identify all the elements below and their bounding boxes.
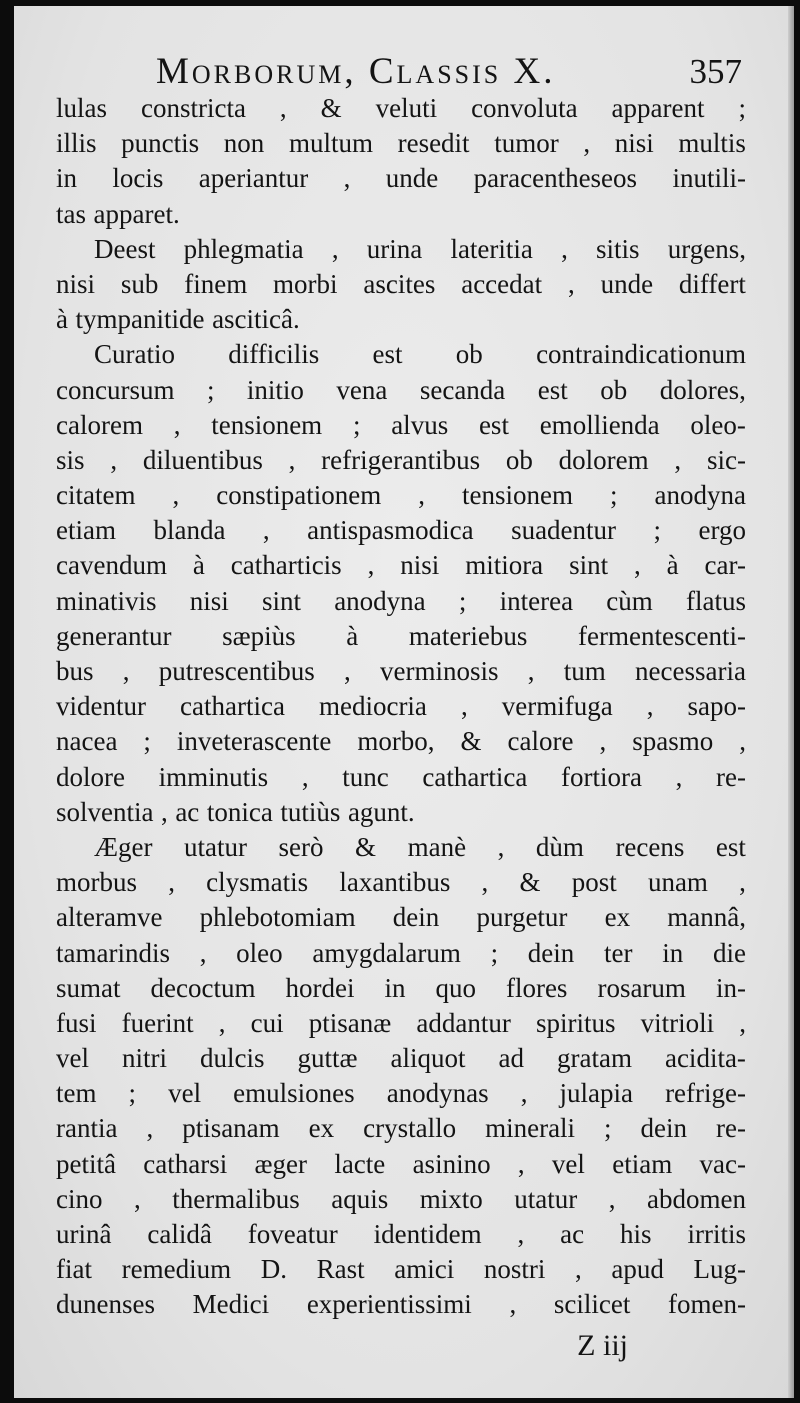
text-line: fusi fuerint , cui ptisanæ addantur spiritus vitrioli , xyxy=(56,1007,746,1038)
text-line: rantia , ptisanam ex crystallo minerali ; dein re- xyxy=(56,1113,746,1144)
text-line: videntur cathartica mediocria , vermifuga , sapo- xyxy=(56,691,746,722)
text-line: vel nitri dulcis guttæ aliquot ad gratam acidita- xyxy=(56,1043,746,1074)
text-line: à tympanitide asciticâ. xyxy=(56,304,300,335)
text-line: sumat decoctum hordei in quo flores rosarum in- xyxy=(56,972,746,1003)
text-line: generantur sæpiùs à materiebus fermentescenti- xyxy=(56,620,746,651)
text-line: Æger utatur serò & manè , dùm recens est xyxy=(94,831,746,862)
text-line: tamarindis , oleo amygdalarum ; dein ter in die xyxy=(56,937,746,968)
text-line: lulas constricta , & veluti convoluta apparent ; xyxy=(56,93,746,123)
text-line: sis , diluentibus , refrigerantibus ob dolorem , sic- xyxy=(56,444,746,475)
running-head xyxy=(104,50,754,96)
text-line: bus , putrescentibus , verminosis , tum necessaria xyxy=(56,656,746,686)
text-line: citatem , constipationem , tensionem ; anodyna xyxy=(56,480,746,511)
text-line: concursum ; initio vena secanda est ob dolores, xyxy=(56,374,746,405)
body-text xyxy=(56,93,746,1325)
text-line: calorem , tensionem ; alvus est emollienda oleo- xyxy=(56,409,746,440)
text-line: cavendum à catharticis , nisi mitiora sint , à car- xyxy=(56,550,746,581)
signature-mark: Z iij xyxy=(577,1329,628,1362)
text-line: urinâ calidâ foveatur identidem , ac his irritis xyxy=(56,1219,746,1249)
text-line: illis punctis non multum resedit tumor , nisi multis xyxy=(56,128,746,159)
text-line: alteramve phlebotomiam dein purgetur ex mannâ, xyxy=(56,902,746,933)
text-line: morbus , clysmatis laxantibus , & post unam , xyxy=(56,867,746,898)
text-line: dolore imminutis , tunc cathartica fortiora , re- xyxy=(56,761,746,792)
text-line: solventia , ac tonica tutiùs agunt. xyxy=(56,796,415,827)
text-line: nacea ; inveterascente morbo, & calore , spasmo , xyxy=(56,726,746,757)
book-page xyxy=(14,6,794,1398)
text-line: tas apparet. xyxy=(56,198,180,229)
text-line: minativis nisi sint anodyna ; interea cùm flatus xyxy=(56,585,746,616)
text-line: tem ; vel emulsiones anodynas , julapia refrige- xyxy=(56,1078,746,1109)
text-line: petitâ catharsi æger lacte asinino , vel etiam vac- xyxy=(56,1148,746,1179)
text-line: fiat remedium D. Rast amici nostri , apud Lug- xyxy=(56,1254,746,1285)
page-number: 357 xyxy=(689,52,742,91)
text-line: Curatio difficilis est ob contraindicationum xyxy=(94,339,746,370)
text-line: Deest phlegmatia , urina lateritia , sitis urgens, xyxy=(94,233,746,264)
text-line: in locis aperiantur , unde paracentheseos inutili- xyxy=(56,163,746,194)
text-line: dunenses Medici experientissimi , scilicet fomen- xyxy=(56,1289,746,1320)
text-line: etiam blanda , antispasmodica suadentur ; ergo xyxy=(56,515,746,546)
text-line: nisi sub finem morbi ascites accedat , unde differt xyxy=(56,268,746,299)
text-line: cino , thermalibus aquis mixto utatur , abdomen xyxy=(56,1183,746,1214)
running-head-title: Morborum, Classis X. xyxy=(156,51,556,92)
